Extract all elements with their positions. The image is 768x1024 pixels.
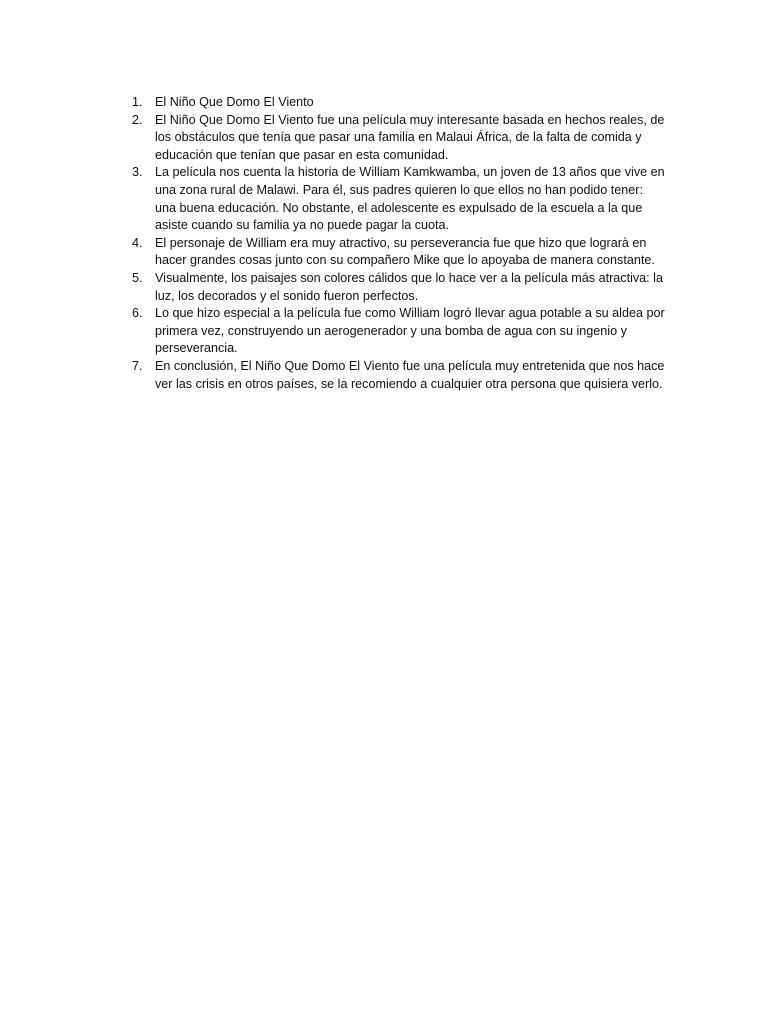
list-item-number: 3.: [132, 165, 143, 180]
list-item-number: 1.: [132, 95, 143, 109]
list-item: [125, 235, 665, 270]
numbered-list: [125, 94, 665, 393]
list-item: [125, 164, 665, 234]
list-item-text: Lo que hizo especial a la película fue como William logró llevar agua potable a su aldea por primera vez, construyendo un aerogenerador y una bomba de agua con su ingenio y perseverancia.: [155, 306, 665, 356]
list-item-text: La película nos cuenta la historia de William Kamkwamba, un joven de 13 años que vive en una zona rural de Malawi. Para él, sus padres quieren lo que ellos no han podido tener: una buena educación. No obstante, el adolescente es expulsado de la escuela a la que asiste cuando su familia ya no puede pagar la cuota.: [155, 165, 665, 233]
list-item-text: Visualmente, los paisajes son colores cálidos que lo hace ver a la película más atractiva: la luz, los decorados y el sonido fueron perfectos.: [155, 270, 663, 303]
list-item-number: 2.: [132, 112, 143, 127]
list-item: [125, 112, 665, 165]
list-item: [125, 358, 665, 393]
list-item-text: En conclusión, El Niño Que Domo El Viento fue una película muy entretenida que nos hace ver las crisis en otros países, se la recomiendo a cualquier otra persona que quisiera verlo.: [155, 358, 665, 391]
list-item: [125, 305, 665, 358]
list-item-text: El Niño Que Domo El Viento: [155, 95, 314, 109]
list-item-text: El Niño Que Domo El Viento fue una película muy interesante basada en hechos reales, de los obstáculos que tenía que pasar una familia en Malaui África, de la falta de comida y educación que tenían que pasar en esta comunidad.: [155, 112, 665, 162]
list-item-number: 5.: [132, 270, 143, 285]
list-item-number: 4.: [132, 235, 143, 250]
list-item-number: 6.: [132, 306, 143, 321]
list-item: [125, 270, 665, 305]
list-item: [125, 94, 665, 112]
list-item-text: El personaje de William era muy atractivo, su perseverancia fue que hizo que lograrà en hacer grandes cosas junto con su compañero Mike que lo apoyaba de manera constante.: [155, 235, 655, 268]
list-item-number: 7.: [132, 358, 143, 373]
